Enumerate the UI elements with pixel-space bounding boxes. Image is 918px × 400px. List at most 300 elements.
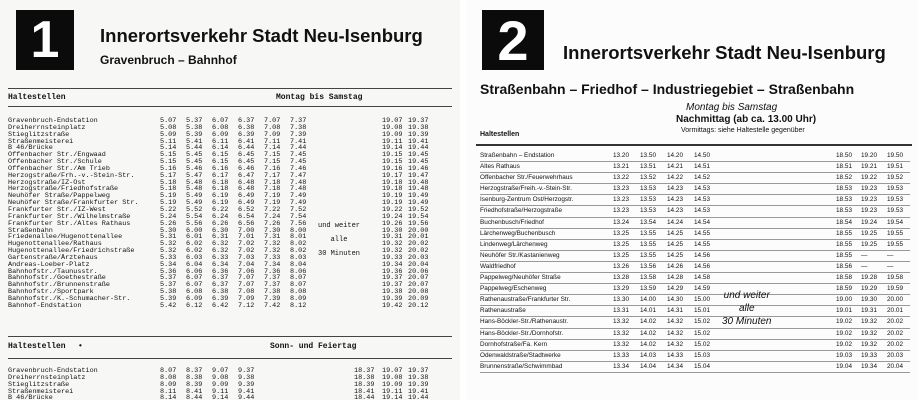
station-name: Isenburg-Zentrum Ost/Herzogstr. bbox=[480, 196, 574, 204]
departure-time: 5.32 bbox=[160, 240, 177, 249]
departure-time: 5.08 bbox=[160, 123, 177, 132]
departure-time: 7.16 bbox=[264, 164, 281, 173]
departure-time: 19.04 bbox=[836, 362, 852, 370]
departure-time: 8.02 bbox=[290, 240, 307, 249]
departure-time: 19.56 bbox=[408, 219, 429, 228]
days-header: Montag bis Samstag bbox=[276, 93, 363, 102]
departure-time: 19.30 bbox=[382, 226, 403, 235]
departure-time: 8.02 bbox=[290, 247, 307, 256]
departure-time: 6.42 bbox=[212, 301, 229, 310]
departure-time: 19.18 bbox=[382, 178, 403, 187]
divider bbox=[8, 88, 452, 89]
departure-time: 13.32 bbox=[613, 329, 629, 337]
departure-time: 13.52 bbox=[640, 174, 656, 182]
frequency-note bbox=[722, 289, 771, 328]
departure-time: 13.25 bbox=[613, 240, 629, 248]
departure-time: 8.06 bbox=[290, 267, 307, 276]
departure-time: 14.31 bbox=[667, 307, 683, 315]
departure-time: 19.37 bbox=[382, 274, 403, 283]
table-row bbox=[480, 329, 910, 340]
departure-time: 5.37 bbox=[160, 281, 177, 290]
departure-time: 19.14 bbox=[382, 144, 403, 153]
station-name: Frankfurter Str./IZ-West bbox=[8, 205, 106, 214]
station-name: Pappelweg/Eschenweg bbox=[480, 285, 547, 293]
departure-time: 6.02 bbox=[186, 247, 203, 256]
departure-time: 20.02 bbox=[887, 318, 903, 326]
station-name: Frankfurter Str./Wilhelmstraße bbox=[8, 212, 131, 221]
departure-time: 20.02 bbox=[408, 247, 429, 256]
departure-time: 19.34 bbox=[382, 260, 403, 269]
departure-time: 5.32 bbox=[160, 247, 177, 256]
departure-time: 19.23 bbox=[861, 207, 877, 215]
departure-time: 7.17 bbox=[264, 171, 281, 180]
departure-time: 7.15 bbox=[264, 158, 281, 167]
departure-time: 5.19 bbox=[160, 199, 177, 208]
departure-time: 8.44 bbox=[186, 394, 203, 400]
departure-time: 19.39 bbox=[408, 380, 429, 389]
departure-time: 18.59 bbox=[836, 285, 852, 293]
departure-time: 13.21 bbox=[613, 163, 629, 171]
departure-time: 6.45 bbox=[238, 158, 255, 167]
departure-time: 6.39 bbox=[238, 130, 255, 139]
departure-time: 8.38 bbox=[186, 373, 203, 382]
departure-time: 7.44 bbox=[290, 144, 307, 153]
departure-time: 14.25 bbox=[667, 240, 683, 248]
departure-time: 6.36 bbox=[212, 267, 229, 276]
departure-time: 5.16 bbox=[160, 164, 177, 173]
frequency-text: 30 Minuten bbox=[722, 316, 772, 327]
departure-time: 19.16 bbox=[382, 164, 403, 173]
departure-time: 13.34 bbox=[613, 362, 629, 370]
departure-time: 19.39 bbox=[408, 130, 429, 139]
departure-time: 20.04 bbox=[887, 362, 903, 370]
departure-time: 19.18 bbox=[382, 185, 403, 194]
station-name: Waldfriedhof bbox=[480, 262, 516, 270]
frequency-text: und weiter bbox=[318, 222, 361, 230]
station-name: Herzogstraße/Freih.-v.-Stein-Str. bbox=[480, 185, 572, 193]
departure-time: 19.53 bbox=[887, 207, 903, 215]
station-name: B 46/Brücke bbox=[8, 144, 53, 153]
departure-time: 13.25 bbox=[613, 251, 629, 259]
departure-time: 19.14 bbox=[382, 394, 403, 400]
station-name: Altes Rathaus bbox=[480, 163, 520, 171]
departure-time: 14.03 bbox=[640, 351, 656, 359]
departure-time: 7.14 bbox=[264, 144, 281, 153]
departure-time: 6.48 bbox=[238, 178, 255, 187]
departure-time: 7.45 bbox=[290, 158, 307, 167]
departure-time: 7.46 bbox=[290, 164, 307, 173]
divider bbox=[476, 144, 912, 146]
departure-time: 6.31 bbox=[212, 233, 229, 242]
departure-time: 19.25 bbox=[861, 240, 877, 248]
station-name: Neuhöfer Straße/Frankfurter Str. bbox=[8, 199, 139, 208]
departure-time: 5.30 bbox=[160, 226, 177, 235]
departure-time: 5.47 bbox=[186, 171, 203, 180]
departure-time: 19.46 bbox=[408, 164, 429, 173]
departure-time: 19.55 bbox=[887, 229, 903, 237]
departure-time: 19.09 bbox=[382, 130, 403, 139]
departure-time: 7.08 bbox=[238, 288, 255, 297]
departure-time: 14.25 bbox=[667, 229, 683, 237]
table-row bbox=[480, 218, 910, 229]
days-header: Sonn- und Feiertag bbox=[270, 342, 357, 351]
departure-time: 14.23 bbox=[667, 196, 683, 204]
departure-time: 5.38 bbox=[160, 288, 177, 297]
station-name: Lärchenweg/Buchenbusch bbox=[480, 229, 556, 237]
departure-time: 7.42 bbox=[264, 301, 281, 310]
departure-time: 19.32 bbox=[861, 340, 877, 348]
departure-time: 6.09 bbox=[212, 130, 229, 139]
departure-time: 19.30 bbox=[861, 296, 877, 304]
departure-time: 20.04 bbox=[408, 260, 429, 269]
departure-time: 5.33 bbox=[160, 253, 177, 262]
departure-time: 6.15 bbox=[212, 158, 229, 167]
departure-time: 8.07 bbox=[290, 274, 307, 283]
departure-time: 19.15 bbox=[382, 151, 403, 160]
departure-time: 7.37 bbox=[264, 274, 281, 283]
departure-time: 19.41 bbox=[408, 137, 429, 146]
station-name: B 46/Brücke bbox=[8, 394, 53, 400]
table-row bbox=[480, 340, 910, 351]
departure-time: 5.37 bbox=[160, 274, 177, 283]
departure-time: 14.02 bbox=[640, 340, 656, 348]
departure-time: 9.11 bbox=[212, 387, 229, 396]
departure-time: 14.02 bbox=[640, 318, 656, 326]
departure-time: 19.28 bbox=[861, 274, 877, 282]
departure-time: 7.12 bbox=[238, 301, 255, 310]
divider bbox=[8, 106, 452, 107]
departure-time: 14.52 bbox=[694, 174, 710, 182]
departure-time: 6.04 bbox=[186, 260, 203, 269]
departure-time: 6.07 bbox=[186, 274, 203, 283]
departure-time: 19.02 bbox=[836, 340, 852, 348]
departure-time: 9.07 bbox=[212, 367, 229, 375]
departure-time: 19.37 bbox=[408, 117, 429, 125]
departure-time: 5.56 bbox=[186, 219, 203, 228]
departure-time: 6.44 bbox=[238, 144, 255, 153]
departure-time: 15.02 bbox=[694, 318, 710, 326]
departure-time: 19.26 bbox=[382, 219, 403, 228]
departure-time: 5.49 bbox=[186, 199, 203, 208]
departure-time: 13.30 bbox=[613, 296, 629, 304]
departure-time: 15.03 bbox=[694, 351, 710, 359]
station-name: Friedenallee/Hugenottenallee bbox=[8, 233, 123, 242]
departure-time: 6.26 bbox=[212, 219, 229, 228]
departure-time: 6.56 bbox=[238, 219, 255, 228]
departure-time: 5.22 bbox=[160, 205, 177, 214]
departure-time: 5.39 bbox=[186, 130, 203, 139]
departure-time: — bbox=[887, 251, 894, 259]
timetable-title: Innerortsverkehr Stadt Neu-Isenburg bbox=[100, 25, 423, 46]
departure-time: 9.44 bbox=[238, 394, 255, 400]
departure-time: 20.00 bbox=[887, 296, 903, 304]
departure-time: 6.08 bbox=[186, 288, 203, 297]
departure-time: — bbox=[887, 262, 894, 270]
departure-time: 19.54 bbox=[887, 218, 903, 226]
departure-time: 19.07 bbox=[382, 367, 403, 375]
station-name: Dreiherrnsteinplatz bbox=[8, 373, 86, 382]
departure-time: 6.17 bbox=[212, 171, 229, 180]
departure-time: 19.44 bbox=[408, 144, 429, 153]
departure-time: 6.19 bbox=[212, 192, 229, 201]
departure-time: 7.09 bbox=[264, 130, 281, 139]
stations-header: Haltestellen bbox=[480, 131, 520, 138]
departure-time: 13.59 bbox=[640, 285, 656, 293]
departure-time: 7.49 bbox=[290, 192, 307, 201]
departure-time: 13.23 bbox=[613, 185, 629, 193]
departure-time: 19.00 bbox=[836, 296, 852, 304]
departure-time: 7.39 bbox=[264, 294, 281, 303]
departure-time: 13.58 bbox=[640, 274, 656, 282]
departure-time: 19.31 bbox=[861, 307, 877, 315]
station-name: Hans-Böckler-Str./Dornhofstr. bbox=[480, 329, 564, 337]
departure-time: 8.37 bbox=[186, 367, 203, 375]
departure-time: 7.26 bbox=[264, 219, 281, 228]
departure-time: 15.01 bbox=[694, 307, 710, 315]
departure-time: 5.11 bbox=[160, 137, 177, 146]
departure-time: 7.34 bbox=[264, 260, 281, 269]
station-name: Herzogstraße/Frh.-v.-Stein-Str. bbox=[8, 171, 135, 180]
departure-time: 5.18 bbox=[160, 185, 177, 194]
departure-time: 20.02 bbox=[887, 329, 903, 337]
station-name: Offenbacher Str./Am Trieb bbox=[8, 164, 110, 173]
departure-time: 8.14 bbox=[160, 394, 177, 400]
departure-time: 19.53 bbox=[887, 185, 903, 193]
departure-time: 18.55 bbox=[836, 251, 852, 259]
departure-time: 7.03 bbox=[238, 253, 255, 262]
departure-time: 7.06 bbox=[238, 267, 255, 276]
departure-time: 13.25 bbox=[613, 229, 629, 237]
departure-time: 7.33 bbox=[264, 253, 281, 262]
table-row bbox=[480, 195, 910, 206]
departure-time: 14.25 bbox=[667, 251, 683, 259]
route-subtitle: Straßenbahn – Friedhof – Industriegebiet – Straßenbahn bbox=[480, 81, 855, 97]
departure-time: 8.00 bbox=[290, 226, 307, 235]
departure-time: 5.34 bbox=[160, 260, 177, 269]
departure-time: 8.09 bbox=[160, 380, 177, 389]
departure-time: 19.42 bbox=[382, 301, 403, 310]
departure-time: 14.32 bbox=[667, 318, 683, 326]
departure-time: 5.24 bbox=[160, 212, 177, 221]
departure-time: 8.08 bbox=[290, 288, 307, 297]
days-label: Montag bis Samstag bbox=[686, 102, 778, 113]
departure-time: 19.55 bbox=[887, 240, 903, 248]
station-name: Stieglitzstraße bbox=[8, 130, 70, 139]
departure-time: 7.07 bbox=[238, 274, 255, 283]
departure-time: 19.09 bbox=[382, 380, 403, 389]
departure-time: 7.30 bbox=[264, 226, 281, 235]
departure-time: 7.32 bbox=[264, 240, 281, 249]
morning-note: Vormittags: siehe Haltestelle gegenüber bbox=[681, 127, 805, 134]
departure-time: 6.37 bbox=[238, 117, 255, 125]
departure-time: 6.49 bbox=[238, 192, 255, 201]
departure-time: 19.21 bbox=[861, 163, 877, 171]
departure-time: 5.17 bbox=[160, 171, 177, 180]
departure-time: 5.37 bbox=[186, 117, 203, 125]
departure-time: 7.48 bbox=[290, 178, 307, 187]
departure-time: 18.41 bbox=[354, 387, 375, 396]
departure-time: 19.34 bbox=[861, 362, 877, 370]
departure-time: 19.38 bbox=[382, 288, 403, 297]
departure-time: 6.18 bbox=[212, 178, 229, 187]
departure-time: 19.51 bbox=[887, 163, 903, 171]
frequency-note bbox=[318, 219, 360, 261]
departure-time: 6.49 bbox=[238, 199, 255, 208]
station-name: Andreas-Loeber-Platz bbox=[8, 260, 90, 269]
departure-time: 7.07 bbox=[238, 281, 255, 290]
departure-time: 6.02 bbox=[186, 240, 203, 249]
departure-time: 7.02 bbox=[238, 247, 255, 256]
departure-time: 15.04 bbox=[694, 362, 710, 370]
departure-time: 13.20 bbox=[613, 152, 629, 159]
line-number-badge: 2 bbox=[482, 10, 544, 70]
station-name: Bahnhofstr./Taunusstr. bbox=[8, 267, 98, 276]
departure-time: 13.23 bbox=[613, 196, 629, 204]
departure-time: 19.36 bbox=[382, 267, 403, 276]
station-name: Bahnhof-Endstation bbox=[8, 301, 82, 310]
table-row bbox=[480, 317, 910, 328]
departure-time: 19.02 bbox=[836, 329, 852, 337]
departure-time: 5.26 bbox=[160, 219, 177, 228]
departure-time: 19.17 bbox=[382, 171, 403, 180]
departure-time: 9.38 bbox=[238, 373, 255, 382]
bullet: • bbox=[78, 342, 83, 351]
departure-time: 6.08 bbox=[212, 123, 229, 132]
departure-time: 18.53 bbox=[836, 207, 852, 215]
departure-time: 18.53 bbox=[836, 185, 852, 193]
departure-time: 6.00 bbox=[186, 226, 203, 235]
departure-time: 7.49 bbox=[290, 199, 307, 208]
station-name: Offenbacher Str./Schule bbox=[8, 158, 102, 167]
departure-time: 7.39 bbox=[290, 130, 307, 139]
station-name: Gravenbruch-Endstation bbox=[8, 367, 98, 375]
departure-time: 7.18 bbox=[264, 178, 281, 187]
station-name: Bahnhofstr./Sportpark bbox=[8, 288, 94, 297]
timetable-title: Innerortsverkehr Stadt Neu-Isenburg bbox=[563, 42, 886, 63]
departure-time: 19.23 bbox=[861, 196, 877, 204]
departure-time: 13.22 bbox=[613, 174, 629, 182]
departure-time: 18.39 bbox=[354, 380, 375, 389]
departure-time: 20.00 bbox=[408, 226, 429, 235]
departure-time: 19.01 bbox=[836, 307, 852, 315]
departure-time: 8.07 bbox=[290, 281, 307, 290]
station-name: Pappelweg/Neuhöfer Straße bbox=[480, 274, 561, 282]
departure-time: 7.38 bbox=[264, 288, 281, 297]
departure-time: 6.11 bbox=[212, 137, 229, 146]
departure-time: 14.23 bbox=[667, 207, 683, 215]
departure-time: 14.56 bbox=[694, 262, 710, 270]
departure-time: 14.56 bbox=[694, 251, 710, 259]
departure-time: 8.07 bbox=[160, 367, 177, 375]
departure-time: 14.32 bbox=[667, 329, 683, 337]
departure-time: 20.01 bbox=[408, 233, 429, 242]
departure-time: 5.41 bbox=[186, 137, 203, 146]
departure-time: 5.39 bbox=[160, 294, 177, 303]
departure-time: 19.19 bbox=[382, 199, 403, 208]
table-row bbox=[480, 295, 910, 306]
departure-time: 14.54 bbox=[694, 218, 710, 226]
departure-time: 19.11 bbox=[382, 137, 403, 146]
departure-time: 6.45 bbox=[238, 151, 255, 160]
frequency-text: alle bbox=[330, 236, 348, 244]
departure-time: 13.54 bbox=[640, 218, 656, 226]
station-name: Neuhöfer Str./Kastanienweg bbox=[480, 251, 560, 259]
departure-time: 14.22 bbox=[667, 174, 683, 182]
departure-time: 8.03 bbox=[290, 253, 307, 262]
station-name: Brunnenstraße/Schwimmbad bbox=[480, 362, 563, 370]
departure-time: 19.32 bbox=[861, 329, 877, 337]
departure-time: 14.28 bbox=[667, 274, 683, 282]
departure-time: 19.31 bbox=[382, 233, 403, 242]
table-row bbox=[480, 206, 910, 217]
departure-time: 7.47 bbox=[290, 171, 307, 180]
afternoon-label: Nachmittag (ab ca. 13.00 Uhr) bbox=[676, 114, 817, 125]
departure-time: 6.37 bbox=[212, 281, 229, 290]
departure-time: 19.07 bbox=[382, 117, 403, 125]
departure-time: 19.08 bbox=[382, 123, 403, 132]
departure-time: 14.23 bbox=[667, 185, 683, 193]
departure-time: 13.55 bbox=[640, 229, 656, 237]
departure-time: 6.24 bbox=[212, 212, 229, 221]
departure-time: 19.53 bbox=[887, 196, 903, 204]
departure-time: 5.46 bbox=[186, 164, 203, 173]
departure-time: 19.33 bbox=[861, 351, 877, 359]
station-name: Lindenweg/Lärchenweg bbox=[480, 240, 548, 248]
departure-time: 6.38 bbox=[238, 123, 255, 132]
departure-time: 19.20 bbox=[861, 152, 877, 159]
departure-time: 19.22 bbox=[382, 205, 403, 214]
departure-time: 5.38 bbox=[186, 123, 203, 132]
table-row bbox=[480, 362, 910, 373]
departure-time: 7.45 bbox=[290, 151, 307, 160]
departure-time: 5.15 bbox=[160, 158, 177, 167]
departure-time: 19.58 bbox=[887, 274, 903, 282]
departure-time: 6.07 bbox=[186, 281, 203, 290]
station-name: Gartenstraße/Ärztehaus bbox=[8, 253, 98, 262]
station-name: Bahnhofstr./Goethestraße bbox=[8, 274, 106, 283]
departure-time: 18.38 bbox=[354, 373, 375, 382]
departure-time: 7.11 bbox=[264, 137, 281, 146]
departure-time: 6.39 bbox=[212, 294, 229, 303]
departure-time: 5.45 bbox=[186, 151, 203, 160]
departure-time: 5.48 bbox=[186, 178, 203, 187]
departure-time: 14.21 bbox=[667, 163, 683, 171]
departure-time: 19.03 bbox=[836, 351, 852, 359]
departure-time: 6.34 bbox=[212, 260, 229, 269]
departure-time: 5.54 bbox=[186, 212, 203, 221]
departure-time: 19.32 bbox=[382, 247, 403, 256]
departure-time: 14.53 bbox=[694, 196, 710, 204]
departure-time: 8.09 bbox=[290, 294, 307, 303]
departure-time: 13.53 bbox=[640, 185, 656, 193]
departure-time: 9.09 bbox=[212, 380, 229, 389]
departure-time: 18.58 bbox=[836, 274, 852, 282]
departure-time: 13.23 bbox=[613, 207, 629, 215]
departure-time: 13.51 bbox=[640, 163, 656, 171]
departure-time: 13.56 bbox=[640, 262, 656, 270]
departure-time: 6.01 bbox=[186, 233, 203, 242]
departure-time: 19.41 bbox=[408, 387, 429, 396]
departure-time: 13.32 bbox=[613, 340, 629, 348]
departure-time: 13.53 bbox=[640, 207, 656, 215]
departure-time: 18.44 bbox=[354, 394, 375, 400]
station-name: Straßenbahn bbox=[8, 226, 53, 235]
departure-time: 6.38 bbox=[212, 288, 229, 297]
departure-time: 19.24 bbox=[382, 212, 403, 221]
departure-time: 5.07 bbox=[160, 117, 177, 125]
departure-time: 6.14 bbox=[212, 144, 229, 153]
departure-time: 19.02 bbox=[836, 318, 852, 326]
